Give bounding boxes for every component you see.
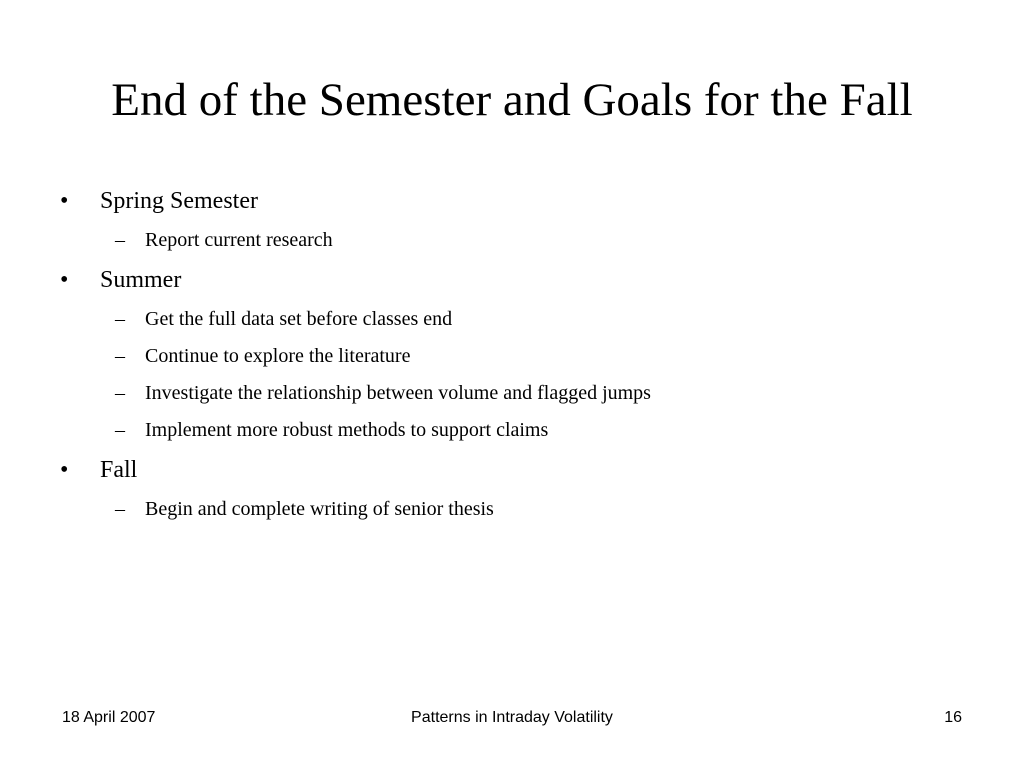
sub-list-spring-semester [58,228,988,253]
sub-item [58,307,988,332]
dash-icon: – [115,382,125,404]
bullet-label: Summer [100,267,182,293]
sub-item [58,381,988,406]
bullet-icon: • [60,267,69,293]
bullet-icon: • [60,188,69,214]
sub-item-label: Investigate the relationship between volume and flagged jumps [145,382,651,404]
bullet-item-summer [58,265,988,295]
sub-item [58,228,988,253]
sub-item [58,418,988,443]
footer-date: 18 April 2007 [62,709,156,726]
sub-item-label: Implement more robust methods to support claims [145,419,549,441]
dash-icon: – [115,229,125,251]
sub-list-summer [58,307,988,443]
bullet-item-fall [58,455,988,485]
bullet-icon: • [60,457,69,483]
sub-item-label: Report current research [145,229,333,251]
bullet-label: Spring Semester [100,188,258,214]
sub-item-label: Continue to explore the literature [145,345,411,367]
dash-icon: – [115,345,125,367]
dash-icon: – [115,419,125,441]
slide-title: End of the Semester and Goals for the Fall [111,74,913,126]
dash-icon: – [115,308,125,330]
sub-item-label: Begin and complete writing of senior thesis [145,498,494,520]
sub-item-label: Get the full data set before classes end [145,308,453,330]
bullet-label: Fall [100,457,138,483]
slide-body [58,186,988,522]
footer-page-number: 16 [944,709,962,726]
sub-item [58,497,988,522]
bullet-item-spring-semester [58,186,988,216]
footer-presentation-title: Patterns in Intraday Volatility [411,709,613,726]
sub-item [58,344,988,369]
sub-list-fall [58,497,988,522]
dash-icon: – [115,498,125,520]
